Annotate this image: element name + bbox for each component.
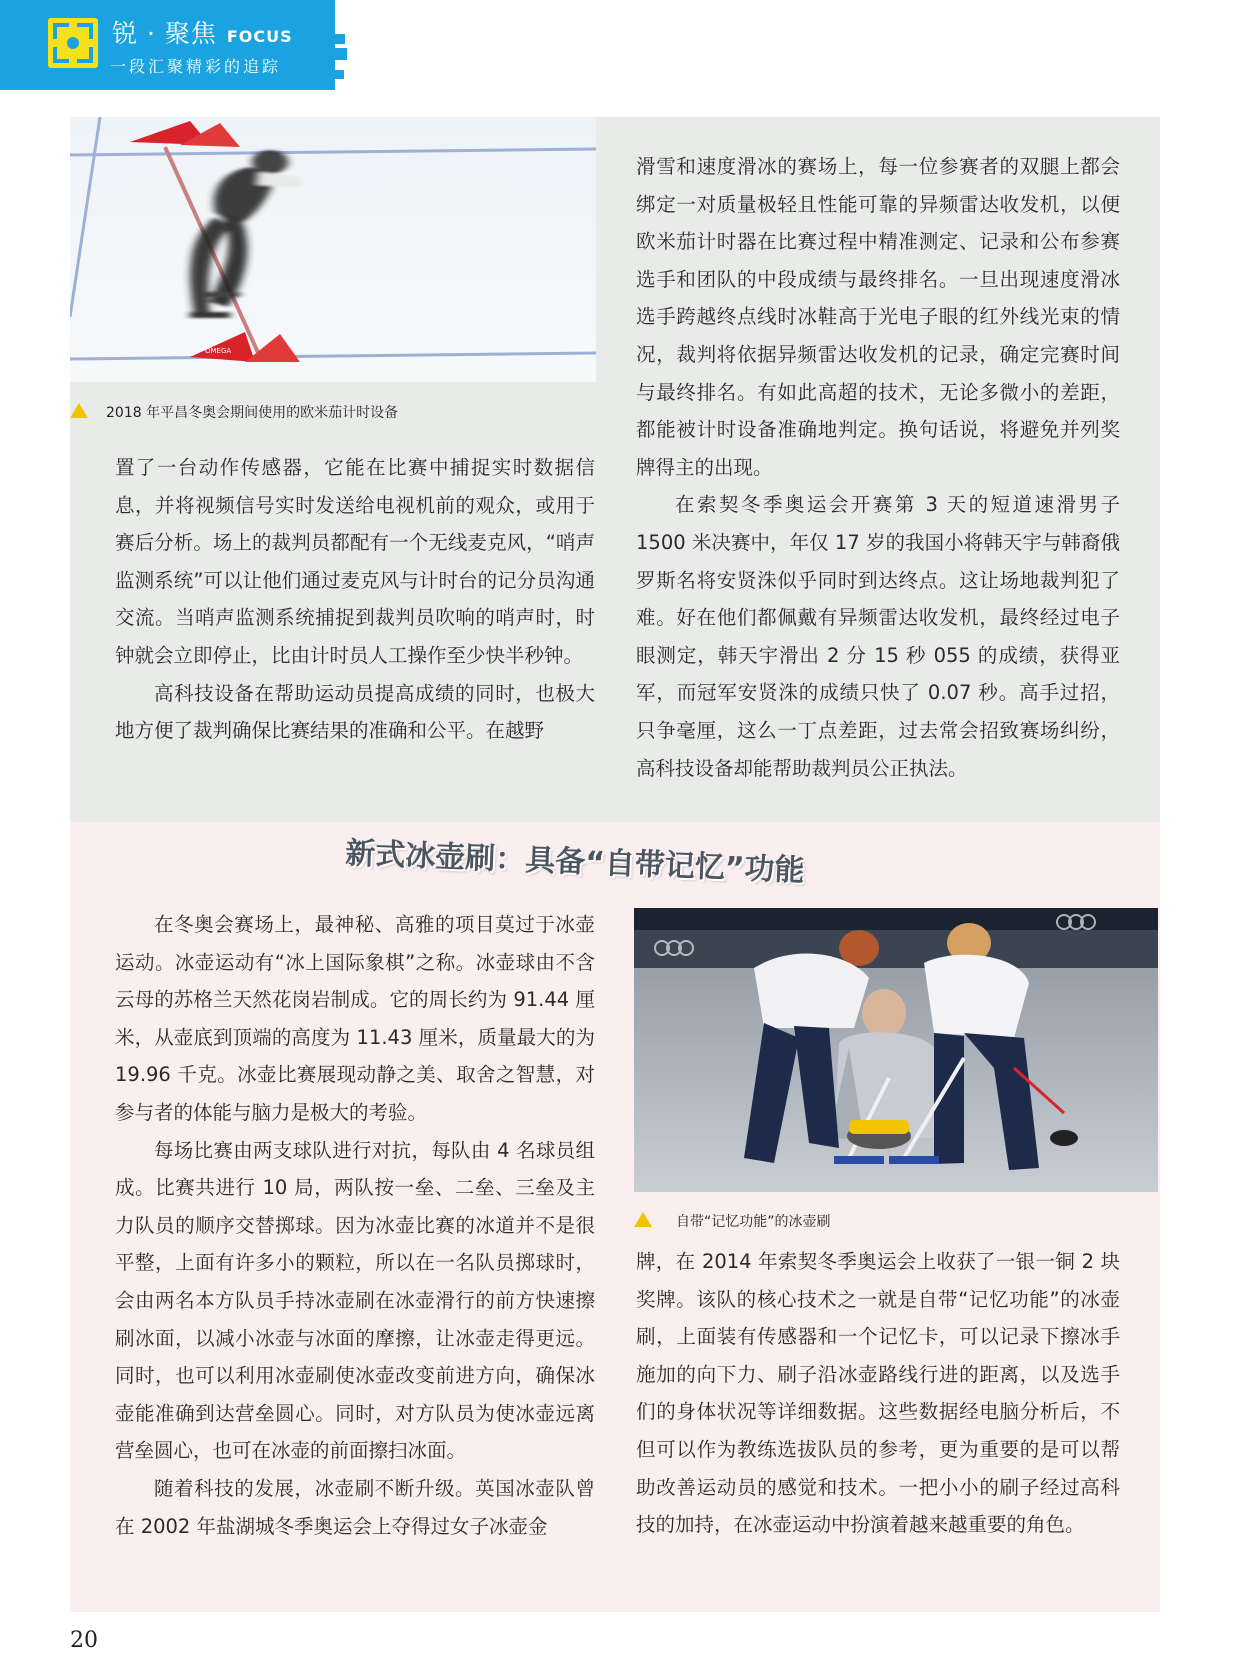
paragraph: 高科技设备在帮助运动员提高成绩的同时，也极大地方便了裁判确保比赛结果的准确和公平。在越野 [115,681,595,743]
curling-photo [634,908,1158,1192]
paragraph: 置了一台动作传感器，它能在比赛中捕捉实时数据信息，并将视频信号实时发送给电视机前的观众，或用于赛后分析。场上的裁判员都配有一个无线麦克风，“哨声监测系统”可以让他们通过麦克风与计时台的记分员沟通交流。当哨声监测系统捕捉到裁判员吹响的哨声时，时钟就会立即停止，比由计时员人工操作至少快半秒钟。 [115,456,595,667]
pixel-decoration [335,70,344,79]
speed-skating-photo [70,117,596,382]
pixel-decoration [312,6,324,18]
pixel-decoration [322,62,330,70]
column-title [112,14,293,50]
pixel-decoration [335,34,345,44]
paragraph: 随着科技的发展，冰壶刷不断升级。英国冰壶队曾在 2002 年盐湖城冬季奥运会上夺得过女子冰壶金 [115,1476,595,1538]
photo2-caption: 自带“记忆功能”的冰壶刷 [676,1214,831,1230]
pixel-decoration [335,48,347,60]
section1-right-column [636,148,1120,787]
caption-triangle-icon [70,403,88,418]
section1-left-column [115,449,595,750]
caption-triangle-icon [634,1212,652,1227]
paragraph: 在冬奥会赛场上，最神秘、高雅的项目莫过于冰壶运动。冰壶运动有“冰上国际象棋”之称。冰壶球由不含云母的苏格兰天然花岗岩制成。它的周长约为 91.44 厘米，从壶底到顶端的高度为 11.43 厘米，质量最大的为 19.96 千克。冰壶比赛展现动静之美、取舍之智慧，对参与者的体能与脑力是极大的考验。 [115,913,595,1124]
paragraph: 在索契冬季奥运会开赛第 3 天的短道速滑男子 1500 米决赛中，年仅 17 岁的我国小将韩天宇与韩裔俄罗斯名将安贤洙似乎同时到达终点。这让场地裁判犯了难。好在他们都佩戴有异频雷达收发机，最终经过电子眼测定，韩天宇滑出 2 分 15 秒 055 的成绩，获得亚军，而冠军安贤洙的成绩只快了 0.07 秒。高手过招，只争毫厘，这么一丁点差距，过去常会招致赛场纠纷，高科技设备却能帮助裁判员公正执法。 [636,493,1120,780]
page-number: 20 [70,1628,98,1653]
column-title-focus: FOCUS [226,27,293,46]
section2-right-column [636,1243,1120,1544]
photo1-caption: 2018 年平昌冬奥会期间使用的欧米茄计时设备 [106,405,399,421]
pixel-decoration [320,22,328,30]
header-banner [0,0,335,90]
section2-left-column [115,906,595,1545]
column-title-text: 锐 · 聚焦 [112,19,217,48]
paragraph: 滑雪和速度滑冰的赛场上，每一位参赛者的双腿上都会绑定一对质量极轻且性能可靠的异频雷达收发机，以便欧米茄计时器在比赛过程中精准测定、记录和公布参赛选手和团队的中段成绩与最终排名。一旦出现速度滑冰选手跨越终点线时冰鞋高于光电子眼的红外线光束的情况，裁判将依据异频雷达收发机的记录，确定完赛时间与最终排名。有如此高超的技术，无论多微小的差距，都能被计时设备准确地判定。换句话说，将避免并列奖牌得主的出现。 [636,155,1120,479]
section2-heading: 新式冰壶刷：具备“自带记忆”功能 [344,836,806,889]
focus-logo-icon [48,18,98,68]
column-subtitle: 一段汇聚精彩的追踪 [110,57,282,76]
omega-mark: OMEGA [205,347,232,355]
paragraph: 每场比赛由两支球队进行对抗，每队由 4 名球员组成。比赛共进行 10 局，两队按一垒、二垒、三垒及主力队员的顺序交替掷球。因为冰壶比赛的冰道并不是很平整，上面有许多小的颗粒，所以在一名队员掷球时，会由两名本方队员手持冰壶刷在冰壶滑行的前方快速擦刷冰面，以减小冰壶与冰面的摩擦，让冰壶走得更远。同时，也可以利用冰壶刷使冰壶改变前进方向，确保冰壶能准确到达营垒圆心。同时，对方队员为使冰壶远离营垒圆心，也可在冰壶的前面擦扫冰面。 [115,1138,595,1463]
paragraph: 牌，在 2014 年索契冬季奥运会上收获了一银一铜 2 块奖牌。该队的核心技术之一就是自带“记忆功能”的冰壶刷，上面装有传感器和一个记忆卡，可以记录下擦冰手施加的向下力、刷子沿冰壶路线行进的距离，以及选手们的身体状况等详细数据。这些数据经电脑分析后，不但可以作为教练选拔队员的参考，更为重要的是可以帮助改善运动员的感觉和技术。一把小小的刷子经过高科技的加持，在冰壶运动中扮演着越来越重要的角色。 [636,1250,1120,1537]
